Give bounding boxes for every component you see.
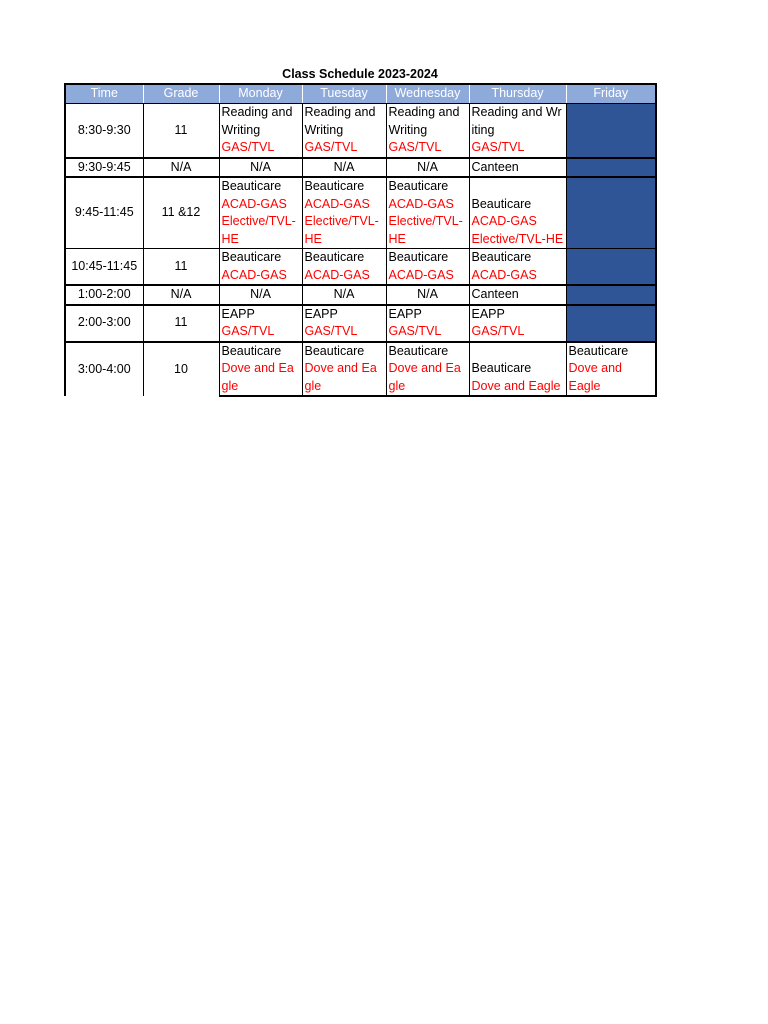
- friday-cell: [566, 342, 656, 397]
- section-text: Elective/TVL-HE: [221, 214, 296, 246]
- section-text: Elective/TVL-HE: [471, 231, 564, 246]
- section-text: Dove and Eagle: [304, 361, 377, 393]
- schedule-title: Class Schedule 2023-2024: [282, 67, 438, 81]
- subject-text: Beauticare: [221, 179, 282, 193]
- section-text: ACAD-GAS: [221, 196, 287, 211]
- grade-cell: N/A: [143, 285, 219, 305]
- tuesday-cell: N/A: [302, 285, 386, 305]
- section-text: ACAD-GAS: [471, 214, 537, 228]
- grade-cell: 10: [143, 342, 219, 397]
- wednesday-cell: N/A: [386, 158, 469, 178]
- monday-cell: [219, 305, 302, 342]
- subject-text: Reading and Writing: [304, 105, 376, 137]
- grade-cell: N/A: [143, 158, 219, 178]
- header-time: Time: [65, 84, 143, 104]
- subject-text: Reading and Writing: [221, 105, 293, 137]
- wednesday-cell: [386, 249, 469, 286]
- grade-cell: 11: [143, 305, 219, 342]
- thursday-cell: [469, 177, 566, 249]
- section-text: Dove and Eagle: [221, 361, 294, 393]
- tuesday-cell: [302, 177, 386, 249]
- section-text: GAS/TVL: [471, 324, 525, 338]
- header-thursday: Thursday: [469, 84, 566, 104]
- time-cell: 3:00-4:00: [65, 342, 143, 397]
- subject-text: Beauticare: [388, 343, 449, 358]
- time-cell: 2:00-3:00: [65, 305, 143, 342]
- time-cell: 10:45-11:45: [65, 249, 143, 286]
- section-text: GAS/TVL: [304, 140, 358, 154]
- time-cell: 9:30-9:45: [65, 158, 143, 178]
- section-text: Dove and Eagle: [568, 361, 623, 393]
- subject-text: Beauticare: [388, 179, 449, 193]
- subject-text: Beauticare: [568, 343, 629, 358]
- monday-cell: [219, 249, 302, 286]
- friday-cell-filled: [566, 158, 656, 178]
- section-text: ACAD-GAS: [304, 267, 370, 282]
- subject-text: Beauticare: [221, 250, 282, 264]
- header-friday: Friday: [566, 84, 656, 104]
- thursday-cell: [469, 104, 566, 158]
- friday-cell-filled: [566, 285, 656, 305]
- grade-cell: 11: [143, 104, 219, 158]
- monday-cell: [219, 104, 302, 158]
- subject-text: Reading and Writing: [471, 105, 562, 137]
- time-cell: 8:30-9:30: [65, 104, 143, 158]
- section-text: ACAD-GAS: [388, 267, 454, 282]
- thursday-cell: Canteen: [469, 158, 566, 178]
- section-text: GAS/TVL: [221, 140, 275, 154]
- monday-cell: N/A: [219, 158, 302, 178]
- friday-cell-filled: [566, 177, 656, 249]
- tuesday-cell: [302, 104, 386, 158]
- subject-text: EAPP: [304, 306, 338, 321]
- subject-text: Beauticare: [221, 343, 282, 358]
- tuesday-cell: [302, 342, 386, 397]
- schedule-table: [64, 83, 657, 397]
- table-row: [65, 177, 656, 249]
- header-row: [65, 84, 656, 104]
- subject-text: Beauticare: [471, 250, 532, 264]
- thursday-cell: Canteen: [469, 285, 566, 305]
- header-monday: Monday: [219, 84, 302, 104]
- section-text: GAS/TVL: [221, 324, 275, 338]
- subject-text: Reading and Writing: [388, 105, 460, 137]
- subject-text: Beauticare: [471, 361, 532, 375]
- tuesday-cell: [302, 249, 386, 286]
- tuesday-cell: [302, 305, 386, 342]
- table-row: [65, 305, 656, 342]
- table-row: [65, 285, 656, 305]
- table-row: [65, 104, 656, 158]
- subject-text: EAPP: [221, 306, 255, 321]
- time-cell: 9:45-11:45: [65, 177, 143, 249]
- wednesday-cell: [386, 104, 469, 158]
- section-text: ACAD-GAS: [388, 196, 454, 211]
- friday-cell-filled: [566, 104, 656, 158]
- subject-text: Beauticare: [471, 196, 532, 211]
- friday-cell-filled: [566, 305, 656, 342]
- thursday-cell: [469, 249, 566, 286]
- subject-text: Beauticare: [304, 250, 365, 264]
- section-text: GAS/TVL: [388, 140, 442, 154]
- grade-cell: 11 &12: [143, 177, 219, 249]
- table-row: [65, 249, 656, 286]
- wednesday-cell: [386, 342, 469, 397]
- section-text: Elective/TVL-HE: [388, 214, 463, 246]
- section-text: ACAD-GAS: [221, 267, 287, 282]
- monday-cell: [219, 342, 302, 397]
- table-row: [65, 342, 656, 397]
- section-text: ACAD-GAS: [304, 196, 370, 211]
- subject-text: Beauticare: [304, 343, 365, 358]
- header-grade: Grade: [143, 84, 219, 104]
- table-row: [65, 158, 656, 178]
- tuesday-cell: N/A: [302, 158, 386, 178]
- header-tuesday: Tuesday: [302, 84, 386, 104]
- section-text: GAS/TVL: [471, 140, 525, 154]
- subject-text: Beauticare: [388, 250, 449, 264]
- subject-text: EAPP: [388, 306, 422, 321]
- section-text: Dove and Eagle: [388, 361, 461, 393]
- monday-cell: [219, 177, 302, 249]
- section-text: Elective/TVL-HE: [304, 214, 379, 246]
- header-wednesday: Wednesday: [386, 84, 469, 104]
- wednesday-cell: [386, 177, 469, 249]
- section-text: GAS/TVL: [304, 324, 358, 338]
- thursday-cell: [469, 342, 566, 397]
- wednesday-cell: N/A: [386, 285, 469, 305]
- subject-text: EAPP: [471, 306, 505, 321]
- wednesday-cell: [386, 305, 469, 342]
- section-text: Dove and Eagle: [471, 378, 561, 393]
- subject-text: Beauticare: [304, 179, 365, 193]
- section-text: GAS/TVL: [388, 324, 442, 338]
- thursday-cell: [469, 305, 566, 342]
- monday-cell: N/A: [219, 285, 302, 305]
- grade-cell: 11: [143, 249, 219, 286]
- section-text: ACAD-GAS: [471, 267, 537, 282]
- time-cell: 1:00-2:00: [65, 285, 143, 305]
- friday-cell-filled: [566, 249, 656, 286]
